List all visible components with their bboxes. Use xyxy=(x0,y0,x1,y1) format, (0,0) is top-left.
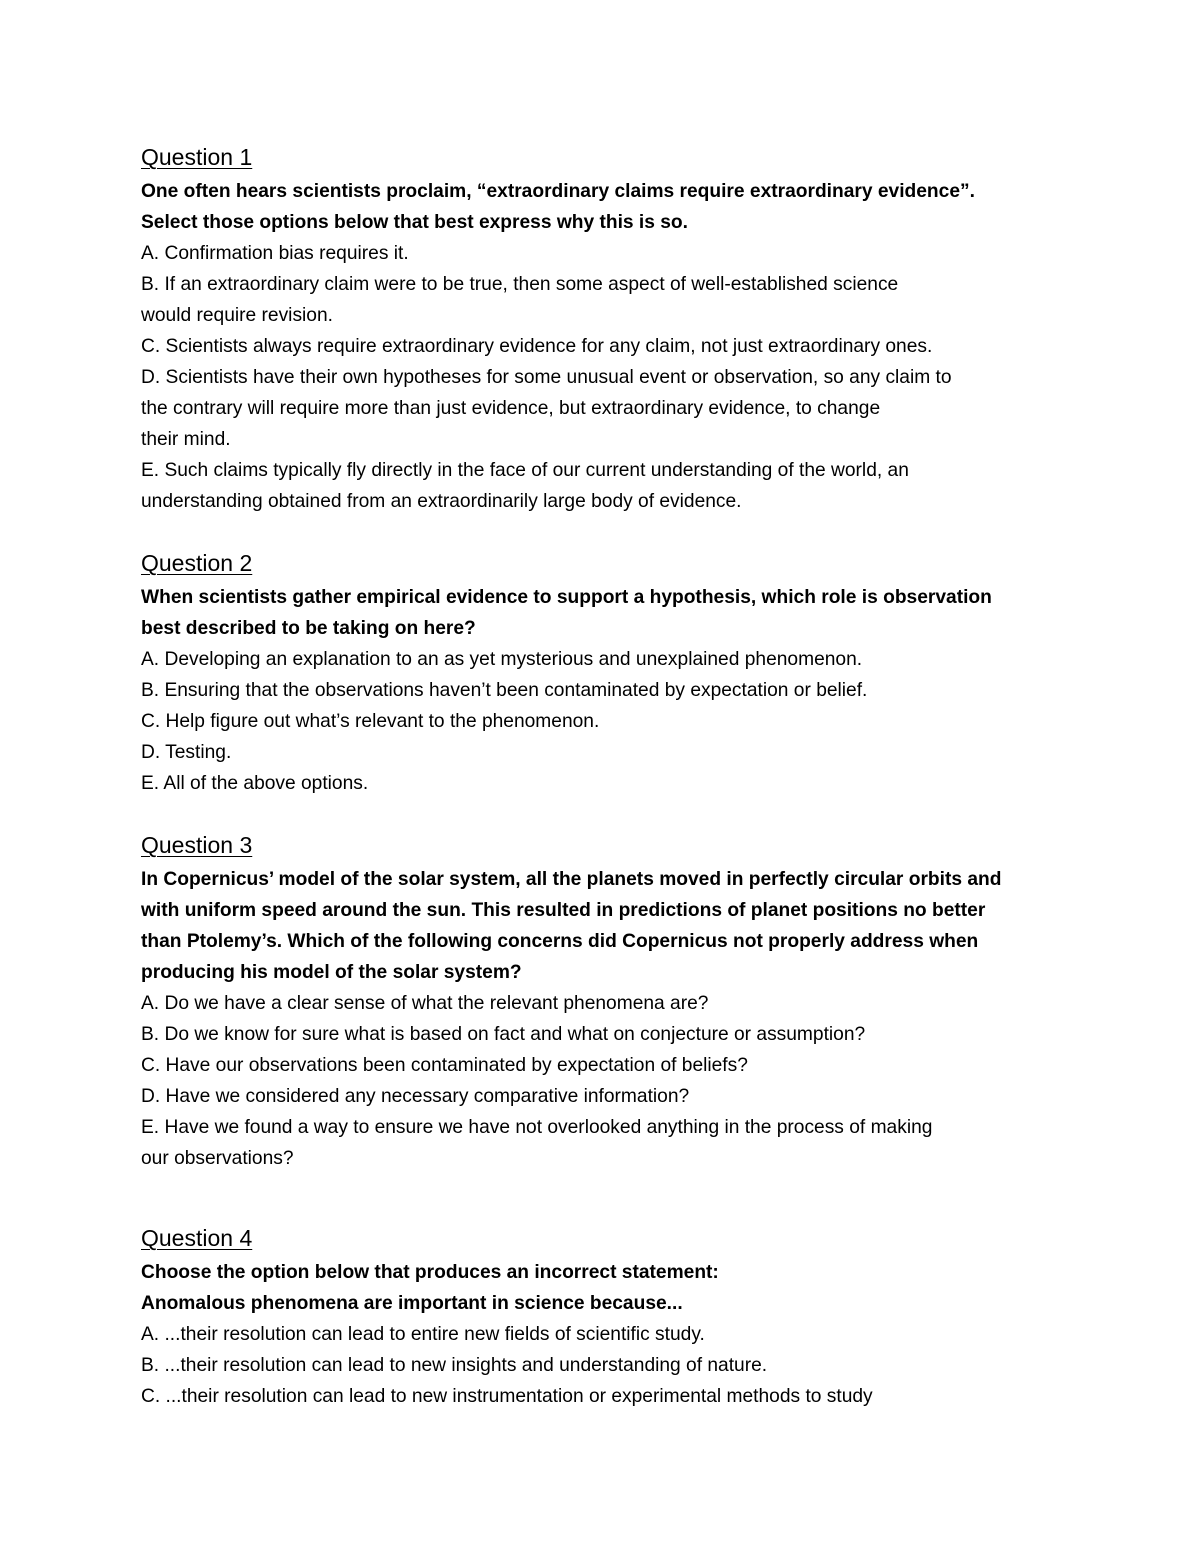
option-line: B. If an extraordinary claim were to be true, then some aspect of well-established science xyxy=(141,274,899,295)
option-line: C. Have our observations been contaminated by expectation of beliefs? xyxy=(141,1055,748,1076)
prompt-line: producing his model of the solar system? xyxy=(141,962,522,983)
prompt-line: Select those options below that best express why this is so. xyxy=(141,212,688,233)
answer-option-d xyxy=(141,737,992,768)
option-line: E. Have we found a way to ensure we have not overlooked anything in the process of making xyxy=(141,1117,933,1138)
question-4 xyxy=(141,1221,873,1412)
option-line: D. Scientists have their own hypotheses for some unusual event or observation, so any claim to xyxy=(141,367,952,388)
option-line: our observations? xyxy=(141,1148,294,1169)
answer-option-c xyxy=(141,1381,873,1412)
question-prompt xyxy=(141,176,975,238)
question-1 xyxy=(141,140,975,517)
answer-option-d xyxy=(141,362,975,455)
answer-option-e xyxy=(141,1112,1001,1174)
answer-option-e xyxy=(141,455,975,517)
answer-option-b xyxy=(141,1350,873,1381)
question-heading: Question 4 xyxy=(141,1225,253,1251)
option-line: understanding obtained from an extraordinarily large body of evidence. xyxy=(141,491,742,512)
option-line: E. All of the above options. xyxy=(141,773,369,794)
answer-option-b xyxy=(141,269,975,331)
answer-option-b xyxy=(141,1019,1001,1050)
option-line: C. Help figure out what’s relevant to the phenomenon. xyxy=(141,711,600,732)
option-line: C. Scientists always require extraordinary evidence for any claim, not just extraordinary ones. xyxy=(141,336,933,357)
question-heading: Question 1 xyxy=(141,144,253,170)
question-heading: Question 3 xyxy=(141,832,253,858)
question-3 xyxy=(141,828,1001,1174)
option-line: A. Confirmation bias requires it. xyxy=(141,243,409,264)
answer-option-e xyxy=(141,768,992,799)
option-line: B. ...their resolution can lead to new insights and understanding of nature. xyxy=(141,1355,768,1376)
option-line: A. Developing an explanation to an as yet mysterious and unexplained phenomenon. xyxy=(141,649,863,670)
answer-option-a xyxy=(141,1319,873,1350)
answer-option-c xyxy=(141,331,975,362)
option-line: B. Do we know for sure what is based on fact and what on conjecture or assumption? xyxy=(141,1024,866,1045)
prompt-line: Anomalous phenomena are important in science because... xyxy=(141,1293,683,1314)
prompt-line: than Ptolemy’s. Which of the following concerns did Copernicus not properly address when xyxy=(141,931,979,952)
prompt-line: One often hears scientists proclaim, “extraordinary claims require extraordinary evidence”. xyxy=(141,181,975,202)
question-2 xyxy=(141,546,992,799)
option-line: A. ...their resolution can lead to entire new fields of scientific study. xyxy=(141,1324,705,1345)
option-line: would require revision. xyxy=(141,305,333,326)
option-line: A. Do we have a clear sense of what the relevant phenomena are? xyxy=(141,993,709,1014)
option-line: their mind. xyxy=(141,429,231,450)
option-line: the contrary will require more than just evidence, but extraordinary evidence, to change xyxy=(141,398,881,419)
answer-option-b xyxy=(141,675,992,706)
option-line: B. Ensuring that the observations haven’t been contaminated by expectation or belief. xyxy=(141,680,868,701)
answer-option-d xyxy=(141,1081,1001,1112)
prompt-line: Choose the option below that produces an incorrect statement: xyxy=(141,1262,719,1283)
option-line: C. ...their resolution can lead to new instrumentation or experimental methods to study xyxy=(141,1386,873,1407)
answer-option-a xyxy=(141,644,992,675)
prompt-line: When scientists gather empirical evidence to support a hypothesis, which role is observation xyxy=(141,587,992,608)
answer-option-a xyxy=(141,988,1001,1019)
question-prompt xyxy=(141,582,992,644)
question-prompt xyxy=(141,1257,873,1319)
answer-option-a xyxy=(141,238,975,269)
answer-option-c xyxy=(141,1050,1001,1081)
option-line: D. Testing. xyxy=(141,742,232,763)
question-heading: Question 2 xyxy=(141,550,253,576)
question-prompt xyxy=(141,864,1001,988)
option-line: E. Such claims typically fly directly in the face of our current understanding of the world, an xyxy=(141,460,909,481)
prompt-line: with uniform speed around the sun. This resulted in predictions of planet positions no better xyxy=(141,900,986,921)
answer-option-c xyxy=(141,706,992,737)
prompt-line: best described to be taking on here? xyxy=(141,618,476,639)
prompt-line: In Copernicus’ model of the solar system, all the planets moved in perfectly circular orbits and xyxy=(141,869,1002,890)
option-line: D. Have we considered any necessary comparative information? xyxy=(141,1086,690,1107)
